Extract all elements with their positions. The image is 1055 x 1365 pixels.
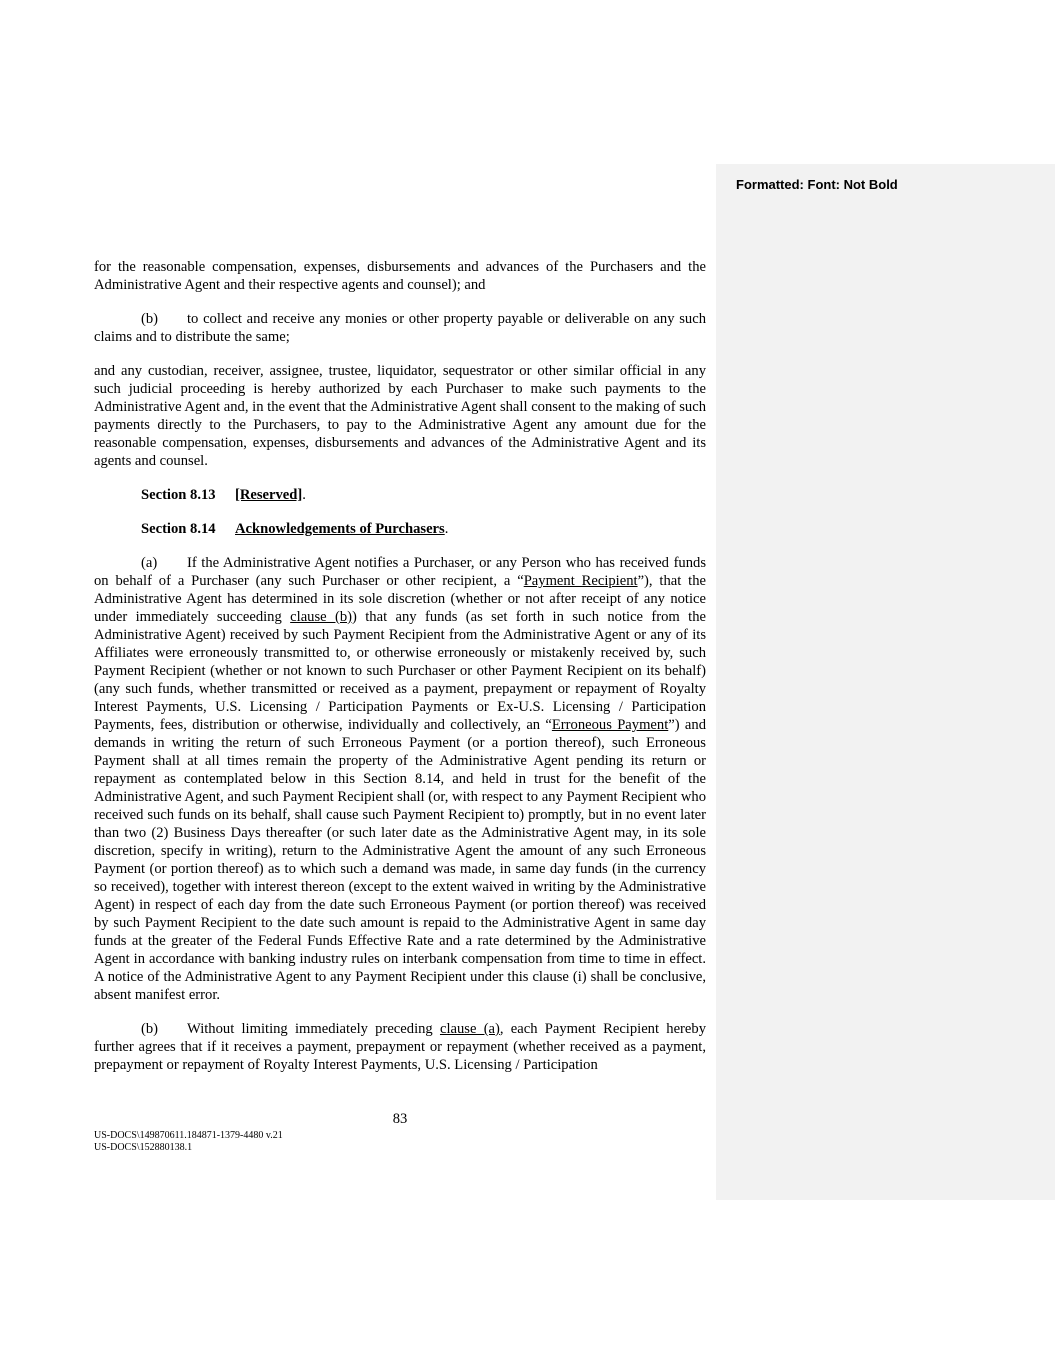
section-number: Section 8.13 [141,487,216,503]
comment-label: Formatted: Font: Not Bold [736,177,898,192]
clause-text: to collect and receive any monies or other property payable or deliverable on any such claims and to distribute the same; [94,311,706,345]
clause-number: (b) [141,311,159,327]
section-title: [Reserved] [235,487,303,503]
text-run: ”), that the Administrative Agent has determined in its sole discretion (whether or not after receipt of any notice under immediately succeeding [94,573,706,625]
page-number: 83 [392,1111,408,1127]
text-run: ”) and demands in writing the return of such Erroneous Payment (or a portion thereof), such Erroneous Payment shall at all times remain the property of the Administrative Agent pending its return or repayment as contemplated below in this Section 8.14, and held in trust for the benefit of the Administrative Agent, and such Payment Recipient shall (or, with respect to any Payment Recipient who received such funds on its behalf, shall cause such Payment Recipient to) promptly, but in no event later than two (2) Business Days thereafter (or such later date as the Administrative Agent may, in its sole discretion, specify in writing), return to the Administrative Agent the amount of any such Erroneous Payment (or portion thereof) as to which such a demand was made, in same day funds (in the currency so received), together with interest thereon (except to the extent waived in writing by the Administrative Agent) in respect of each day from the date such Erroneous Payment (or portion thereof) was received by such Payment Recipient to the date such amount is repaid to the Administrative Agent in same day funds at the greater of the Federal Funds Effective Rate and a rate determined by the Administrative Agent in accordance with banking industry rules on interbank compensation from time to time in effect. A notice of the Administrative Agent to any Payment Recipient under this clause (i) shall be conclusive, absent manifest error. [94,717,706,1003]
text-run: If the Administrative Agent notifies a Purchaser, or any Person who has received funds on behalf of a Purchaser (any such Purchaser or other recipient, a “ [94,555,706,589]
paragraph-b-collect [94,310,706,346]
text-run: Without limiting immediately preceding [187,1021,440,1037]
paragraph-b-without-limiting [94,1020,706,1074]
cross-reference-clause-a: clause (a) [439,1021,500,1037]
section-title: Acknowledgements of Purchasers [235,521,445,537]
defined-term-erroneous-payment: Erroneous Payment [551,717,669,733]
clause-number: (a) [141,555,158,571]
document-ids [94,1130,283,1154]
document-id: US-DOCS\152880138.1 [94,1142,193,1153]
paragraph-a-erroneous-payment [94,554,706,1004]
comment-pane [716,164,1055,1200]
text-run: ) that any funds (as set forth in such notice from the Administrative Agent) received by such Payment Recipient from the Administrative Agent or any of its Affiliates were erroneously transmitted to, or otherwise erroneously or mistakenly received by, such Payment Recipient (whether or not known to such Purchaser or other Payment Recipient on its behalf) (any such funds, whether transmitted or received as a payment, prepayment or repayment of Royalty Interest Payments, U.S. Licensing / Participation Payments or Ex-U.S. Licensing / Participation Payments, fees, distribution or otherwise, individually and collectively, an “ [94,609,706,733]
paragraph-custodian: and any custodian, receiver, assignee, trustee, liquidator, sequestrator or other similar official in any such judicial proceeding is hereby authorized by each Purchaser to make such payments to the Administrative Agent and, in the event that the Administrative Agent shall consent to the making of such payments directly to the Purchasers, to pay to the Administrative Agent any amount due for the reasonable compensation, expenses, disbursements and advances of the Administrative Agent and its agents and counsel. [94,363,706,469]
section-8-14-heading [141,520,706,538]
section-8-13-heading [141,486,706,504]
section-punct: . [444,521,449,537]
defined-term-payment-recipient: Payment Recipient [523,573,638,589]
document-body [94,258,706,1090]
document-id: US-DOCS\149870611.184871-1379-4480 v.21 [94,1130,283,1141]
clause-number: (b) [141,1021,159,1037]
section-punct: . [302,487,306,503]
section-number: Section 8.14 [141,521,216,537]
paragraph-continuation: for the reasonable compensation, expenses, disbursements and advances of the Purchasers and the Administrative Agent and their respective agents and counsel); and [94,259,706,293]
cross-reference-clause-b: clause (b) [290,609,353,625]
text-run: , each Payment Recipient hereby further agrees that if it receives a payment, prepayment or repayment (whether received as a payment, prepayment or repayment of Royalty Interest Payments, U.S. Licensing / Participation [94,1021,706,1073]
